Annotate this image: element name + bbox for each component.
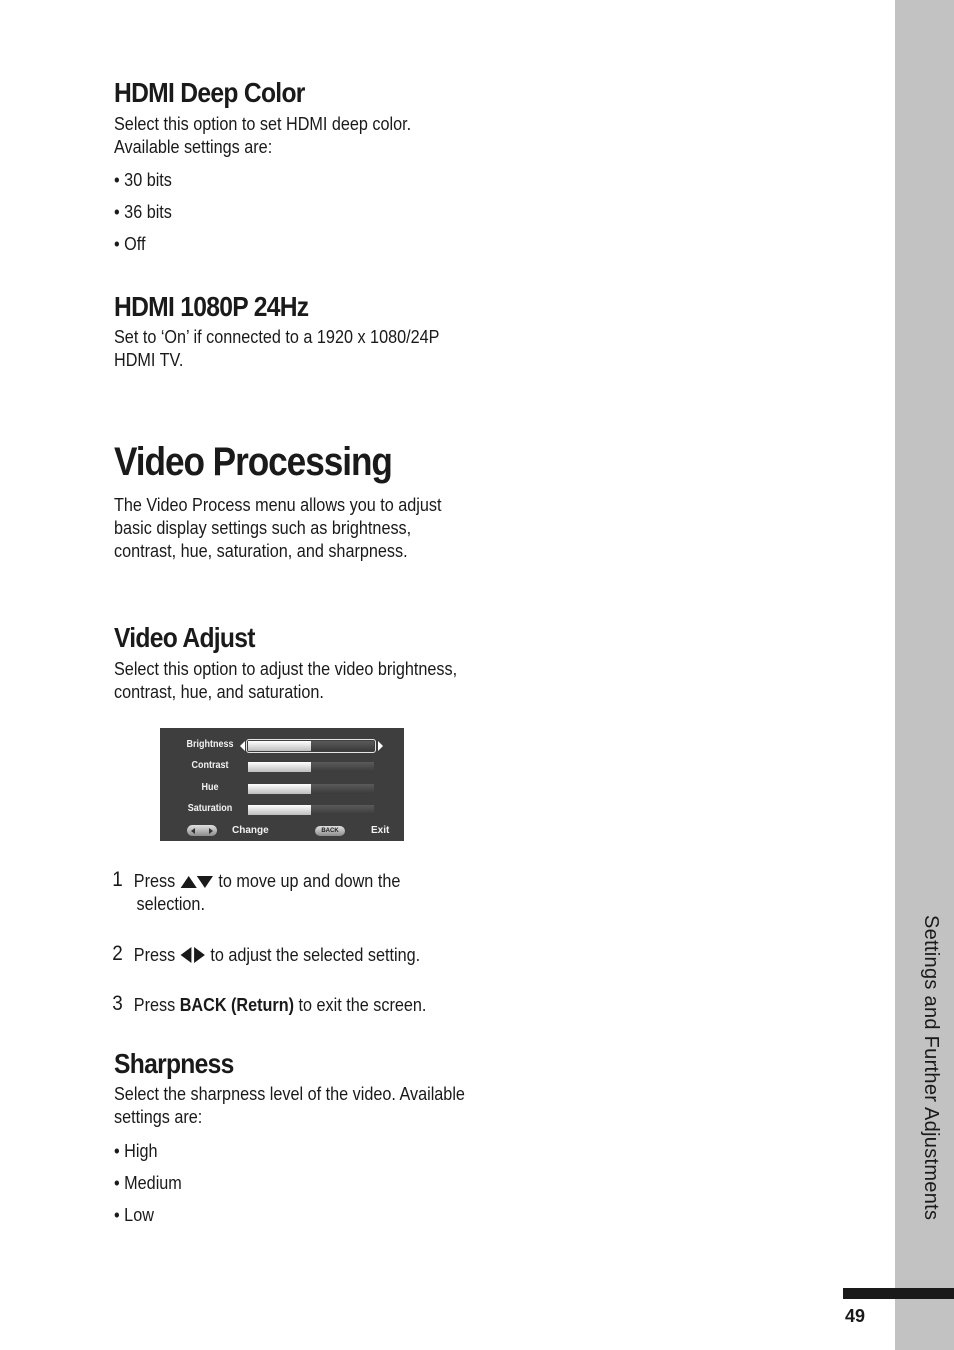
hue-label: Hue xyxy=(201,782,219,793)
step-text: to move up and down the xyxy=(218,871,401,891)
deep-color-option: • Off xyxy=(114,234,146,254)
up-arrow-icon xyxy=(181,876,197,888)
deep-color-option: • 36 bits xyxy=(114,202,172,222)
back-key-icon: BACK xyxy=(315,826,345,836)
sharpness-option: • Medium xyxy=(114,1173,182,1193)
step-text: Press xyxy=(133,945,176,965)
hdmi-1080p-heading: HDMI 1080P 24Hz xyxy=(114,291,309,322)
video-adjust-screen xyxy=(160,728,404,841)
slider-fill xyxy=(248,784,311,794)
hue-slider xyxy=(248,784,374,794)
down-arrow-icon xyxy=(197,876,213,888)
left-right-key-icon xyxy=(187,825,217,836)
right-arrow-icon xyxy=(194,947,205,963)
video-processing-description: The Video Process menu allows you to adjust basic display settings such as brightness, contrast, hue, saturation, and sharpness. xyxy=(114,495,442,561)
hdmi-deep-color-description: Select this option to set HDMI deep color. Available settings are: xyxy=(114,114,412,157)
step-3 xyxy=(114,994,474,1017)
step-number: 2 xyxy=(112,942,123,965)
video-processing-heading: Video Processing xyxy=(114,440,392,484)
video-adjust-heading: Video Adjust xyxy=(114,622,255,653)
step-text: selection. xyxy=(136,894,205,914)
contrast-label: Contrast xyxy=(191,760,229,771)
right-arrow-icon xyxy=(378,741,383,751)
hdmi-1080p-description: Set to ‘On’ if connected to a 1920 x 1080/24P HDMI TV. xyxy=(114,327,440,370)
step-2 xyxy=(114,944,474,967)
sharpness-option: • High xyxy=(114,1141,158,1161)
page-number: 49 xyxy=(844,1306,866,1326)
step-text: to adjust the selected setting. xyxy=(210,945,421,965)
slider-fill xyxy=(248,741,311,751)
contrast-slider xyxy=(248,762,374,772)
step-text: Press xyxy=(133,995,176,1015)
hdmi-deep-color-heading: HDMI Deep Color xyxy=(114,77,305,108)
change-label: Change xyxy=(232,825,269,836)
brightness-slider xyxy=(248,741,374,751)
deep-color-option: • 30 bits xyxy=(114,170,172,190)
video-adjust-description: Select this option to adjust the video brightness, contrast, hue, and saturation. xyxy=(114,659,458,702)
sharpness-description: Select the sharpness level of the video. Available settings are: xyxy=(114,1084,465,1127)
section-side-title-text: Settings and Further Adjustments xyxy=(920,915,942,1221)
saturation-slider xyxy=(248,805,374,815)
slider-fill xyxy=(248,762,311,772)
brightness-label: Brightness xyxy=(186,739,234,750)
section-side-title xyxy=(895,915,954,1275)
step-number: 1 xyxy=(112,868,123,891)
step-text: to exit the screen. xyxy=(298,995,427,1015)
back-return-key-label: BACK (Return) xyxy=(179,995,295,1015)
saturation-label: Saturation xyxy=(187,803,233,814)
page-number-rule xyxy=(843,1288,954,1299)
slider-fill xyxy=(248,805,311,815)
sharpness-option: • Low xyxy=(114,1205,154,1225)
step-text: Press xyxy=(133,871,176,891)
left-arrow-icon xyxy=(181,947,192,963)
step-number: 3 xyxy=(112,992,123,1015)
sharpness-heading: Sharpness xyxy=(114,1048,234,1079)
exit-label: Exit xyxy=(371,825,390,836)
step-1 xyxy=(114,870,474,916)
